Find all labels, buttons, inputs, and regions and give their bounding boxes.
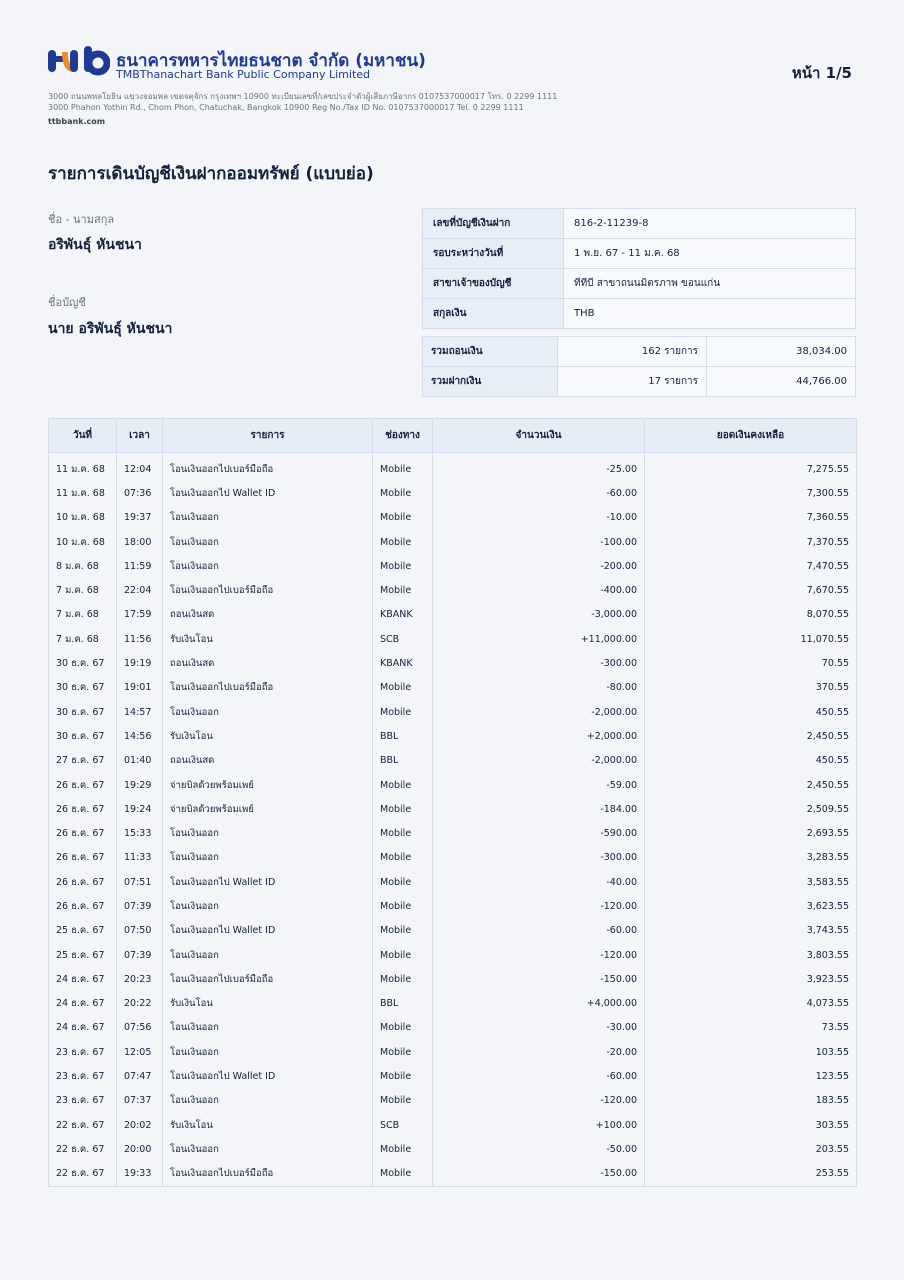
col-amount-header: จำนวนเงิน bbox=[433, 419, 645, 453]
summary-row bbox=[423, 367, 856, 397]
cell-channel: Mobile bbox=[373, 1016, 433, 1040]
table-row bbox=[49, 700, 857, 724]
cell-time: 19:33 bbox=[117, 1162, 163, 1187]
table-row bbox=[49, 967, 857, 991]
cell-date: 24 ธ.ค. 67 bbox=[49, 967, 117, 991]
cell-description: โอนเงินออก bbox=[163, 894, 373, 918]
summary-amount: 44,766.00 bbox=[707, 367, 856, 397]
cell-time: 07:36 bbox=[117, 481, 163, 505]
summary-amount: 38,034.00 bbox=[707, 337, 856, 367]
cell-balance: 103.55 bbox=[645, 1040, 857, 1064]
bank-address-th: 3000 ถนนพหลโยธิน แขวงจอมพล เขตจตุจักร กรุงเทพฯ 10900 ทะเบียนเลขที่/เลขประจำตัวผู้เสียภาษีอากร 0107537000017 โทร. 0 2299 1111 bbox=[48, 92, 558, 101]
cell-date: 23 ธ.ค. 67 bbox=[49, 1040, 117, 1064]
cell-balance: 7,300.55 bbox=[645, 481, 857, 505]
cell-amount: +11,000.00 bbox=[433, 627, 645, 651]
cell-time: 14:57 bbox=[117, 700, 163, 724]
cell-amount: -60.00 bbox=[433, 1064, 645, 1088]
cell-date: 25 ธ.ค. 67 bbox=[49, 943, 117, 967]
table-row bbox=[49, 676, 857, 700]
info-value: THB bbox=[564, 299, 856, 329]
cell-channel: Mobile bbox=[373, 481, 433, 505]
cell-date: 11 ม.ค. 68 bbox=[49, 481, 117, 505]
cell-description: โอนเงินออกไป Wallet ID bbox=[163, 870, 373, 894]
cell-channel: SCB bbox=[373, 1113, 433, 1137]
cell-balance: 3,283.55 bbox=[645, 846, 857, 870]
cell-date: 26 ธ.ค. 67 bbox=[49, 870, 117, 894]
cell-balance: 7,360.55 bbox=[645, 506, 857, 530]
bank-name-en: TMBThanachart Bank Public Company Limited bbox=[116, 68, 371, 81]
cell-time: 19:24 bbox=[117, 797, 163, 821]
cell-amount: -60.00 bbox=[433, 481, 645, 505]
cell-balance: 303.55 bbox=[645, 1113, 857, 1137]
cell-amount: -100.00 bbox=[433, 530, 645, 554]
table-row bbox=[49, 453, 857, 482]
col-description-header: รายการ bbox=[163, 419, 373, 453]
cell-date: 8 ม.ค. 68 bbox=[49, 554, 117, 578]
cell-date: 23 ธ.ค. 67 bbox=[49, 1089, 117, 1113]
info-value: ทีทีบี สาขาถนนมิตรภาพ ขอนแก่น bbox=[564, 269, 856, 299]
cell-description: โอนเงินออก bbox=[163, 1089, 373, 1113]
cell-date: 24 ธ.ค. 67 bbox=[49, 1016, 117, 1040]
info-value: 816-2-11239-8 bbox=[564, 209, 856, 239]
cell-channel: Mobile bbox=[373, 1137, 433, 1161]
col-time-header: เวลา bbox=[117, 419, 163, 453]
cell-time: 12:05 bbox=[117, 1040, 163, 1064]
cell-date: 30 ธ.ค. 67 bbox=[49, 676, 117, 700]
cell-description: โอนเงินออกไปเบอร์มือถือ bbox=[163, 578, 373, 602]
cell-amount: -25.00 bbox=[433, 453, 645, 482]
cell-date: 30 ธ.ค. 67 bbox=[49, 651, 117, 675]
cell-description: โอนเงินออก bbox=[163, 846, 373, 870]
cell-channel: Mobile bbox=[373, 1040, 433, 1064]
cell-channel: Mobile bbox=[373, 530, 433, 554]
account-name: นาย อริพันธุ์ หันชนา bbox=[48, 321, 173, 337]
table-row bbox=[49, 603, 857, 627]
table-row bbox=[49, 1162, 857, 1187]
table-row bbox=[49, 821, 857, 845]
cell-channel: Mobile bbox=[373, 894, 433, 918]
cell-channel: Mobile bbox=[373, 554, 433, 578]
cell-balance: 7,470.55 bbox=[645, 554, 857, 578]
cell-date: 22 ธ.ค. 67 bbox=[49, 1113, 117, 1137]
cell-channel: Mobile bbox=[373, 846, 433, 870]
cell-channel: Mobile bbox=[373, 943, 433, 967]
table-row bbox=[49, 919, 857, 943]
cell-balance: 2,450.55 bbox=[645, 773, 857, 797]
cell-description: โอนเงินออก bbox=[163, 943, 373, 967]
cell-description: โอนเงินออก bbox=[163, 1040, 373, 1064]
cell-channel: Mobile bbox=[373, 1064, 433, 1088]
customer-name: อริพันธุ์ หันชนา bbox=[48, 237, 142, 253]
table-row bbox=[49, 1016, 857, 1040]
info-label: เลขที่บัญชีเงินฝาก bbox=[423, 209, 564, 239]
cell-balance: 8,070.55 bbox=[645, 603, 857, 627]
cell-amount: -400.00 bbox=[433, 578, 645, 602]
cell-description: โอนเงินออกไปเบอร์มือถือ bbox=[163, 1162, 373, 1187]
cell-time: 07:39 bbox=[117, 943, 163, 967]
cell-amount: -300.00 bbox=[433, 651, 645, 675]
cell-time: 15:33 bbox=[117, 821, 163, 845]
cell-amount: -59.00 bbox=[433, 773, 645, 797]
cell-time: 20:22 bbox=[117, 992, 163, 1016]
cell-amount: -10.00 bbox=[433, 506, 645, 530]
cell-description: โอนเงินออก bbox=[163, 530, 373, 554]
cell-amount: -120.00 bbox=[433, 943, 645, 967]
cell-channel: BBL bbox=[373, 749, 433, 773]
cell-time: 17:59 bbox=[117, 603, 163, 627]
cell-balance: 253.55 bbox=[645, 1162, 857, 1187]
cell-date: 26 ธ.ค. 67 bbox=[49, 821, 117, 845]
cell-date: 30 ธ.ค. 67 bbox=[49, 724, 117, 748]
cell-amount: -200.00 bbox=[433, 554, 645, 578]
cell-balance: 123.55 bbox=[645, 1064, 857, 1088]
cell-balance: 7,370.55 bbox=[645, 530, 857, 554]
cell-channel: Mobile bbox=[373, 506, 433, 530]
cell-amount: -80.00 bbox=[433, 676, 645, 700]
cell-description: โอนเงินออก bbox=[163, 1016, 373, 1040]
bank-website: ttbbank.com bbox=[48, 117, 106, 126]
cell-date: 10 ม.ค. 68 bbox=[49, 506, 117, 530]
cell-channel: Mobile bbox=[373, 919, 433, 943]
cell-date: 27 ธ.ค. 67 bbox=[49, 749, 117, 773]
info-value: 1 พ.ย. 67 - 11 ม.ค. 68 bbox=[564, 239, 856, 269]
account-name-label: ชื่อบัญชี bbox=[48, 296, 86, 309]
summary-count: 162 รายการ bbox=[558, 337, 707, 367]
cell-description: โอนเงินออกไป Wallet ID bbox=[163, 1064, 373, 1088]
info-label: รอบระหว่างวันที่ bbox=[423, 239, 564, 269]
table-row bbox=[49, 870, 857, 894]
summary-label: รวมฝากเงิน bbox=[423, 367, 558, 397]
cell-time: 20:23 bbox=[117, 967, 163, 991]
cell-time: 20:00 bbox=[117, 1137, 163, 1161]
cell-channel: KBANK bbox=[373, 651, 433, 675]
cell-balance: 183.55 bbox=[645, 1089, 857, 1113]
cell-time: 01:40 bbox=[117, 749, 163, 773]
summary-row bbox=[423, 337, 856, 367]
cell-amount: +100.00 bbox=[433, 1113, 645, 1137]
account-info-table bbox=[422, 208, 856, 329]
cell-time: 11:56 bbox=[117, 627, 163, 651]
table-row bbox=[49, 1089, 857, 1113]
statement-title: รายการเดินบัญชีเงินฝากออมทรัพย์ (แบบย่อ) bbox=[48, 164, 374, 184]
cell-description: รับเงินโอน bbox=[163, 992, 373, 1016]
cell-description: โอนเงินออก bbox=[163, 1137, 373, 1161]
name-label: ชื่อ - นามสกุล bbox=[48, 213, 115, 226]
cell-description: โอนเงินออกไปเบอร์มือถือ bbox=[163, 676, 373, 700]
cell-amount: -120.00 bbox=[433, 1089, 645, 1113]
cell-description: โอนเงินออกไป Wallet ID bbox=[163, 481, 373, 505]
cell-time: 14:56 bbox=[117, 724, 163, 748]
cell-description: ถอนเงินสด bbox=[163, 749, 373, 773]
table-row bbox=[49, 797, 857, 821]
cell-amount: -20.00 bbox=[433, 1040, 645, 1064]
cell-time: 12:04 bbox=[117, 453, 163, 482]
cell-amount: -3,000.00 bbox=[433, 603, 645, 627]
cell-description: จ่ายบิลด้วยพร้อมเพย์ bbox=[163, 797, 373, 821]
account-info-row bbox=[423, 239, 856, 269]
cell-time: 20:02 bbox=[117, 1113, 163, 1137]
cell-balance: 7,275.55 bbox=[645, 453, 857, 482]
cell-time: 07:37 bbox=[117, 1089, 163, 1113]
cell-amount: -2,000.00 bbox=[433, 749, 645, 773]
cell-time: 19:19 bbox=[117, 651, 163, 675]
info-label: สกุลเงิน bbox=[423, 299, 564, 329]
summary-label: รวมถอนเงิน bbox=[423, 337, 558, 367]
cell-description: โอนเงินออกไปเบอร์มือถือ bbox=[163, 453, 373, 482]
cell-balance: 2,450.55 bbox=[645, 724, 857, 748]
bank-address-en: 3000 Phahon Yothin Rd., Chom Phon, Chatuchak, Bangkok 10900 Reg No./Tax ID No. 0107537000017 Tel. 0 2299 1111 bbox=[48, 103, 524, 112]
ttb-logo bbox=[48, 46, 110, 80]
table-row bbox=[49, 506, 857, 530]
cell-balance: 3,623.55 bbox=[645, 894, 857, 918]
cell-time: 07:51 bbox=[117, 870, 163, 894]
col-channel-header: ช่องทาง bbox=[373, 419, 433, 453]
summary-count: 17 รายการ bbox=[558, 367, 707, 397]
cell-balance: 3,743.55 bbox=[645, 919, 857, 943]
cell-description: ถอนเงินสด bbox=[163, 651, 373, 675]
account-info-row bbox=[423, 299, 856, 329]
cell-balance: 370.55 bbox=[645, 676, 857, 700]
cell-channel: Mobile bbox=[373, 821, 433, 845]
table-row bbox=[49, 627, 857, 651]
table-row bbox=[49, 578, 857, 602]
table-row bbox=[49, 530, 857, 554]
cell-channel: Mobile bbox=[373, 797, 433, 821]
transactions-header-row bbox=[49, 419, 857, 453]
cell-amount: -120.00 bbox=[433, 894, 645, 918]
cell-channel: Mobile bbox=[373, 1089, 433, 1113]
cell-balance: 11,070.55 bbox=[645, 627, 857, 651]
info-label: สาขาเจ้าของบัญชี bbox=[423, 269, 564, 299]
table-row bbox=[49, 554, 857, 578]
cell-balance: 203.55 bbox=[645, 1137, 857, 1161]
cell-date: 7 ม.ค. 68 bbox=[49, 578, 117, 602]
cell-time: 07:50 bbox=[117, 919, 163, 943]
cell-balance: 2,509.55 bbox=[645, 797, 857, 821]
cell-date: 26 ธ.ค. 67 bbox=[49, 773, 117, 797]
cell-channel: Mobile bbox=[373, 700, 433, 724]
cell-balance: 450.55 bbox=[645, 749, 857, 773]
cell-time: 07:56 bbox=[117, 1016, 163, 1040]
cell-amount: -40.00 bbox=[433, 870, 645, 894]
cell-description: โอนเงินออกไป Wallet ID bbox=[163, 919, 373, 943]
cell-date: 7 ม.ค. 68 bbox=[49, 627, 117, 651]
cell-time: 19:37 bbox=[117, 506, 163, 530]
cell-channel: Mobile bbox=[373, 453, 433, 482]
cell-amount: +2,000.00 bbox=[433, 724, 645, 748]
account-info-row bbox=[423, 209, 856, 239]
cell-amount: -30.00 bbox=[433, 1016, 645, 1040]
cell-description: โอนเงินออก bbox=[163, 506, 373, 530]
cell-description: จ่ายบิลด้วยพร้อมเพย์ bbox=[163, 773, 373, 797]
cell-date: 22 ธ.ค. 67 bbox=[49, 1162, 117, 1187]
cell-amount: -150.00 bbox=[433, 967, 645, 991]
cell-description: โอนเงินออก bbox=[163, 821, 373, 845]
cell-balance: 3,803.55 bbox=[645, 943, 857, 967]
cell-description: โอนเงินออกไปเบอร์มือถือ bbox=[163, 967, 373, 991]
cell-channel: Mobile bbox=[373, 773, 433, 797]
cell-date: 25 ธ.ค. 67 bbox=[49, 919, 117, 943]
cell-amount: -590.00 bbox=[433, 821, 645, 845]
cell-description: รับเงินโอน bbox=[163, 1113, 373, 1137]
cell-balance: 2,693.55 bbox=[645, 821, 857, 845]
page-number: หน้า 1/5 bbox=[791, 64, 852, 82]
table-row bbox=[49, 894, 857, 918]
cell-date: 11 ม.ค. 68 bbox=[49, 453, 117, 482]
cell-channel: Mobile bbox=[373, 578, 433, 602]
cell-amount: -300.00 bbox=[433, 846, 645, 870]
table-row bbox=[49, 1113, 857, 1137]
cell-channel: SCB bbox=[373, 627, 433, 651]
cell-balance: 4,073.55 bbox=[645, 992, 857, 1016]
cell-balance: 3,583.55 bbox=[645, 870, 857, 894]
cell-channel: Mobile bbox=[373, 870, 433, 894]
table-row bbox=[49, 1040, 857, 1064]
cell-balance: 450.55 bbox=[645, 700, 857, 724]
cell-channel: Mobile bbox=[373, 676, 433, 700]
cell-date: 26 ธ.ค. 67 bbox=[49, 894, 117, 918]
cell-amount: +4,000.00 bbox=[433, 992, 645, 1016]
cell-time: 11:59 bbox=[117, 554, 163, 578]
table-row bbox=[49, 749, 857, 773]
table-row bbox=[49, 846, 857, 870]
cell-time: 18:00 bbox=[117, 530, 163, 554]
table-row bbox=[49, 1064, 857, 1088]
cell-channel: KBANK bbox=[373, 603, 433, 627]
col-date-header: วันที่ bbox=[49, 419, 117, 453]
cell-date: 30 ธ.ค. 67 bbox=[49, 700, 117, 724]
cell-balance: 7,670.55 bbox=[645, 578, 857, 602]
cell-balance: 70.55 bbox=[645, 651, 857, 675]
cell-channel: Mobile bbox=[373, 967, 433, 991]
cell-date: 26 ธ.ค. 67 bbox=[49, 797, 117, 821]
cell-time: 07:39 bbox=[117, 894, 163, 918]
cell-time: 19:01 bbox=[117, 676, 163, 700]
cell-description: รับเงินโอน bbox=[163, 627, 373, 651]
bank-name-th: ธนาคารทหารไทยธนชาต จำกัด (มหาชน) bbox=[116, 51, 426, 71]
col-balance-header: ยอดเงินคงเหลือ bbox=[645, 419, 857, 453]
cell-time: 22:04 bbox=[117, 578, 163, 602]
table-row bbox=[49, 943, 857, 967]
cell-channel: Mobile bbox=[373, 1162, 433, 1187]
cell-description: โอนเงินออก bbox=[163, 554, 373, 578]
cell-date: 26 ธ.ค. 67 bbox=[49, 846, 117, 870]
cell-amount: -2,000.00 bbox=[433, 700, 645, 724]
account-info-row bbox=[423, 269, 856, 299]
summary-table bbox=[422, 336, 856, 397]
cell-date: 24 ธ.ค. 67 bbox=[49, 992, 117, 1016]
cell-date: 23 ธ.ค. 67 bbox=[49, 1064, 117, 1088]
table-row bbox=[49, 992, 857, 1016]
cell-time: 11:33 bbox=[117, 846, 163, 870]
cell-time: 19:29 bbox=[117, 773, 163, 797]
cell-balance: 3,923.55 bbox=[645, 967, 857, 991]
table-row bbox=[49, 1137, 857, 1161]
cell-amount: -60.00 bbox=[433, 919, 645, 943]
table-row bbox=[49, 481, 857, 505]
cell-date: 22 ธ.ค. 67 bbox=[49, 1137, 117, 1161]
cell-date: 7 ม.ค. 68 bbox=[49, 603, 117, 627]
cell-amount: -184.00 bbox=[433, 797, 645, 821]
table-row bbox=[49, 651, 857, 675]
cell-amount: -50.00 bbox=[433, 1137, 645, 1161]
table-row bbox=[49, 773, 857, 797]
cell-channel: BBL bbox=[373, 992, 433, 1016]
transactions-table bbox=[48, 418, 857, 1187]
cell-date: 10 ม.ค. 68 bbox=[49, 530, 117, 554]
transactions-body bbox=[49, 453, 857, 1187]
cell-channel: BBL bbox=[373, 724, 433, 748]
cell-description: รับเงินโอน bbox=[163, 724, 373, 748]
cell-balance: 73.55 bbox=[645, 1016, 857, 1040]
cell-amount: -150.00 bbox=[433, 1162, 645, 1187]
cell-description: ถอนเงินสด bbox=[163, 603, 373, 627]
table-row bbox=[49, 724, 857, 748]
cell-time: 07:47 bbox=[117, 1064, 163, 1088]
cell-description: โอนเงินออก bbox=[163, 700, 373, 724]
